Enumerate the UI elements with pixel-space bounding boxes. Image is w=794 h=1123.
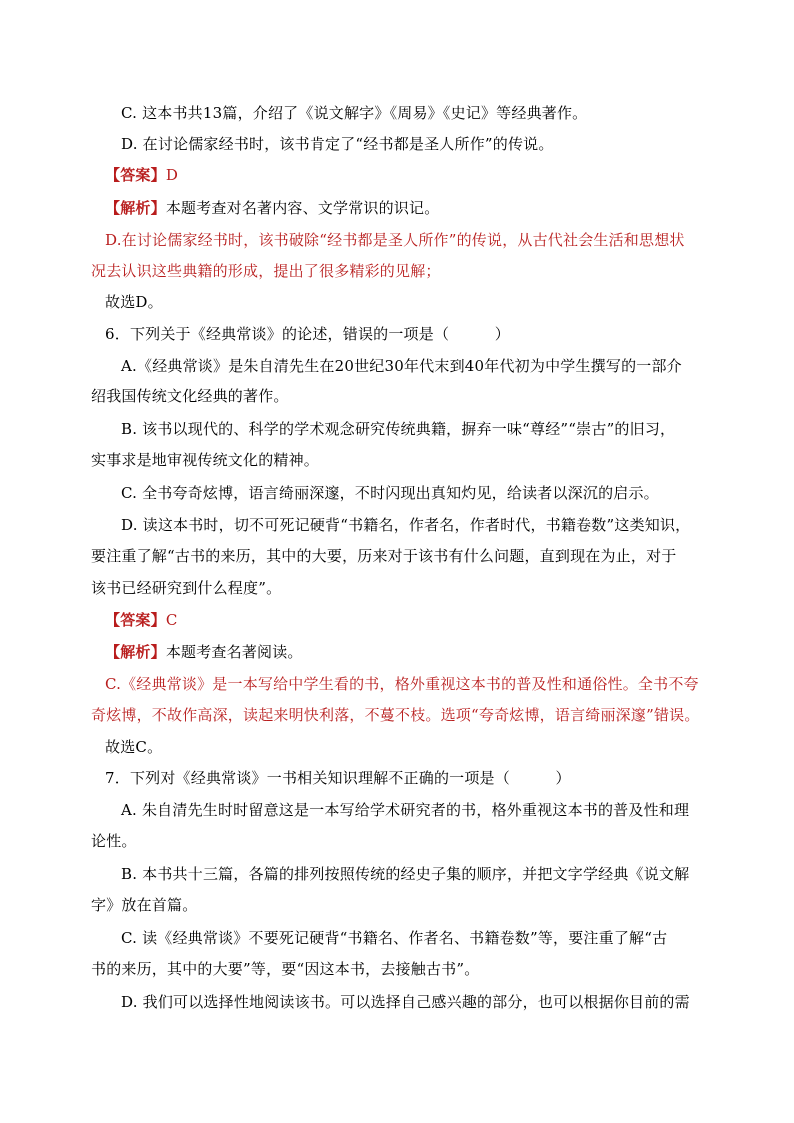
q6-option-b-cont: 实事求是地审视传统文化的精神。	[91, 451, 320, 469]
q7-stem: 7．下列对《经典常谈》一书相关知识理解不正确的一项是（ ）	[105, 769, 571, 787]
q6-option-b: B. 该书以现代的、科学的学术观念研究传统典籍，摒弃一味“尊经”“崇古”的旧习，	[121, 420, 676, 438]
answer-label: 【答案】	[105, 166, 166, 184]
q6-option-d-cont: 该书已经研究到什么程度”。	[91, 579, 282, 597]
q6-explanation-line: C.《经典常谈》是一本写给中学生看的书，格外重视这本书的普及性和通俗性。全书不夸	[105, 675, 699, 693]
q7-option-a-cont: 论性。	[91, 832, 137, 850]
q6-conclusion: 故选C。	[105, 738, 163, 756]
q6-stem: 6．下列关于《经典常谈》的论述，错误的一项是（ ）	[105, 325, 510, 343]
q6-option-a: A.《经典常谈》是朱自清先生在20世纪30年代末到40年代初为中学生撰写的一部介	[121, 357, 682, 375]
q7-option-c-cont: 书的来历，其中的大要”等，要“因这本书，去接触古书”。	[91, 960, 480, 978]
q5-explanation-line: D.在讨论儒家经书时，该书破除“经书都是圣人所作”的传说，从古代社会生活和思想状	[105, 231, 685, 249]
q6-explanation-line: 奇炫博，不故作高深，读起来明快利落，不蔓不枝。选项“夸奇炫博，语言绮丽深邃”错误。	[91, 706, 700, 724]
q6-option-d: D. 读这本书时，切不可死记硬背“书籍名，作者名，作者时代，书籍卷数”这类知识，	[121, 516, 691, 534]
analysis-label: 【解析】	[105, 199, 166, 217]
q7-option-b-cont: 字》放在首篇。	[91, 896, 198, 914]
q6-answer	[105, 610, 178, 630]
q6-option-d-cont: 要注重了解“古书的来历，其中的大要，历来对于该书有什么问题，直到现在为止，对于	[91, 547, 677, 565]
q6-analysis	[105, 642, 303, 662]
answer-value: D	[165, 166, 179, 184]
q5-explanation-line: 况去认识这些典籍的形成，提出了很多精彩的见解；	[91, 262, 441, 280]
q7-option-c: C. 读《经典常谈》不要死记硬背“书籍名、作者名、书籍卷数”等，要注重了解“古	[121, 929, 668, 947]
analysis-label: 【解析】	[105, 643, 166, 661]
q5-option-c: C. 这本书共13篇，介绍了《说文解字》《周易》《史记》等经典著作。	[121, 104, 588, 122]
analysis-text: 本题考查名著阅读。	[165, 643, 303, 661]
q7-option-b: B. 本书共十三篇，各篇的排列按照传统的经史子集的顺序，并把文字学经典《说文解	[121, 865, 690, 883]
answer-value: C	[165, 611, 178, 629]
analysis-text: 本题考查对名著内容、文学常识的识记。	[165, 199, 440, 217]
q5-answer	[105, 165, 178, 185]
q7-option-a: A. 朱自清先生时时留意这是一本写给学术研究者的书，格外重视这本书的普及性和理	[121, 801, 690, 819]
q5-option-d: D. 在讨论儒家经书时，该书肯定了“经书都是圣人所作”的传说。	[121, 135, 554, 153]
answer-label: 【答案】	[105, 611, 166, 629]
q7-option-d: D. 我们可以选择性地阅读该书。可以选择自己感兴趣的部分，也可以根据你目前的需	[121, 993, 690, 1011]
q5-analysis	[105, 198, 439, 218]
q5-conclusion: 故选D。	[105, 293, 163, 311]
q6-option-c: C. 全书夸奇炫博，语言绮丽深邃，不时闪现出真知灼见，给读者以深沉的启示。	[121, 484, 659, 502]
q6-option-a-cont: 绍我国传统文化经典的著作。	[91, 387, 289, 405]
